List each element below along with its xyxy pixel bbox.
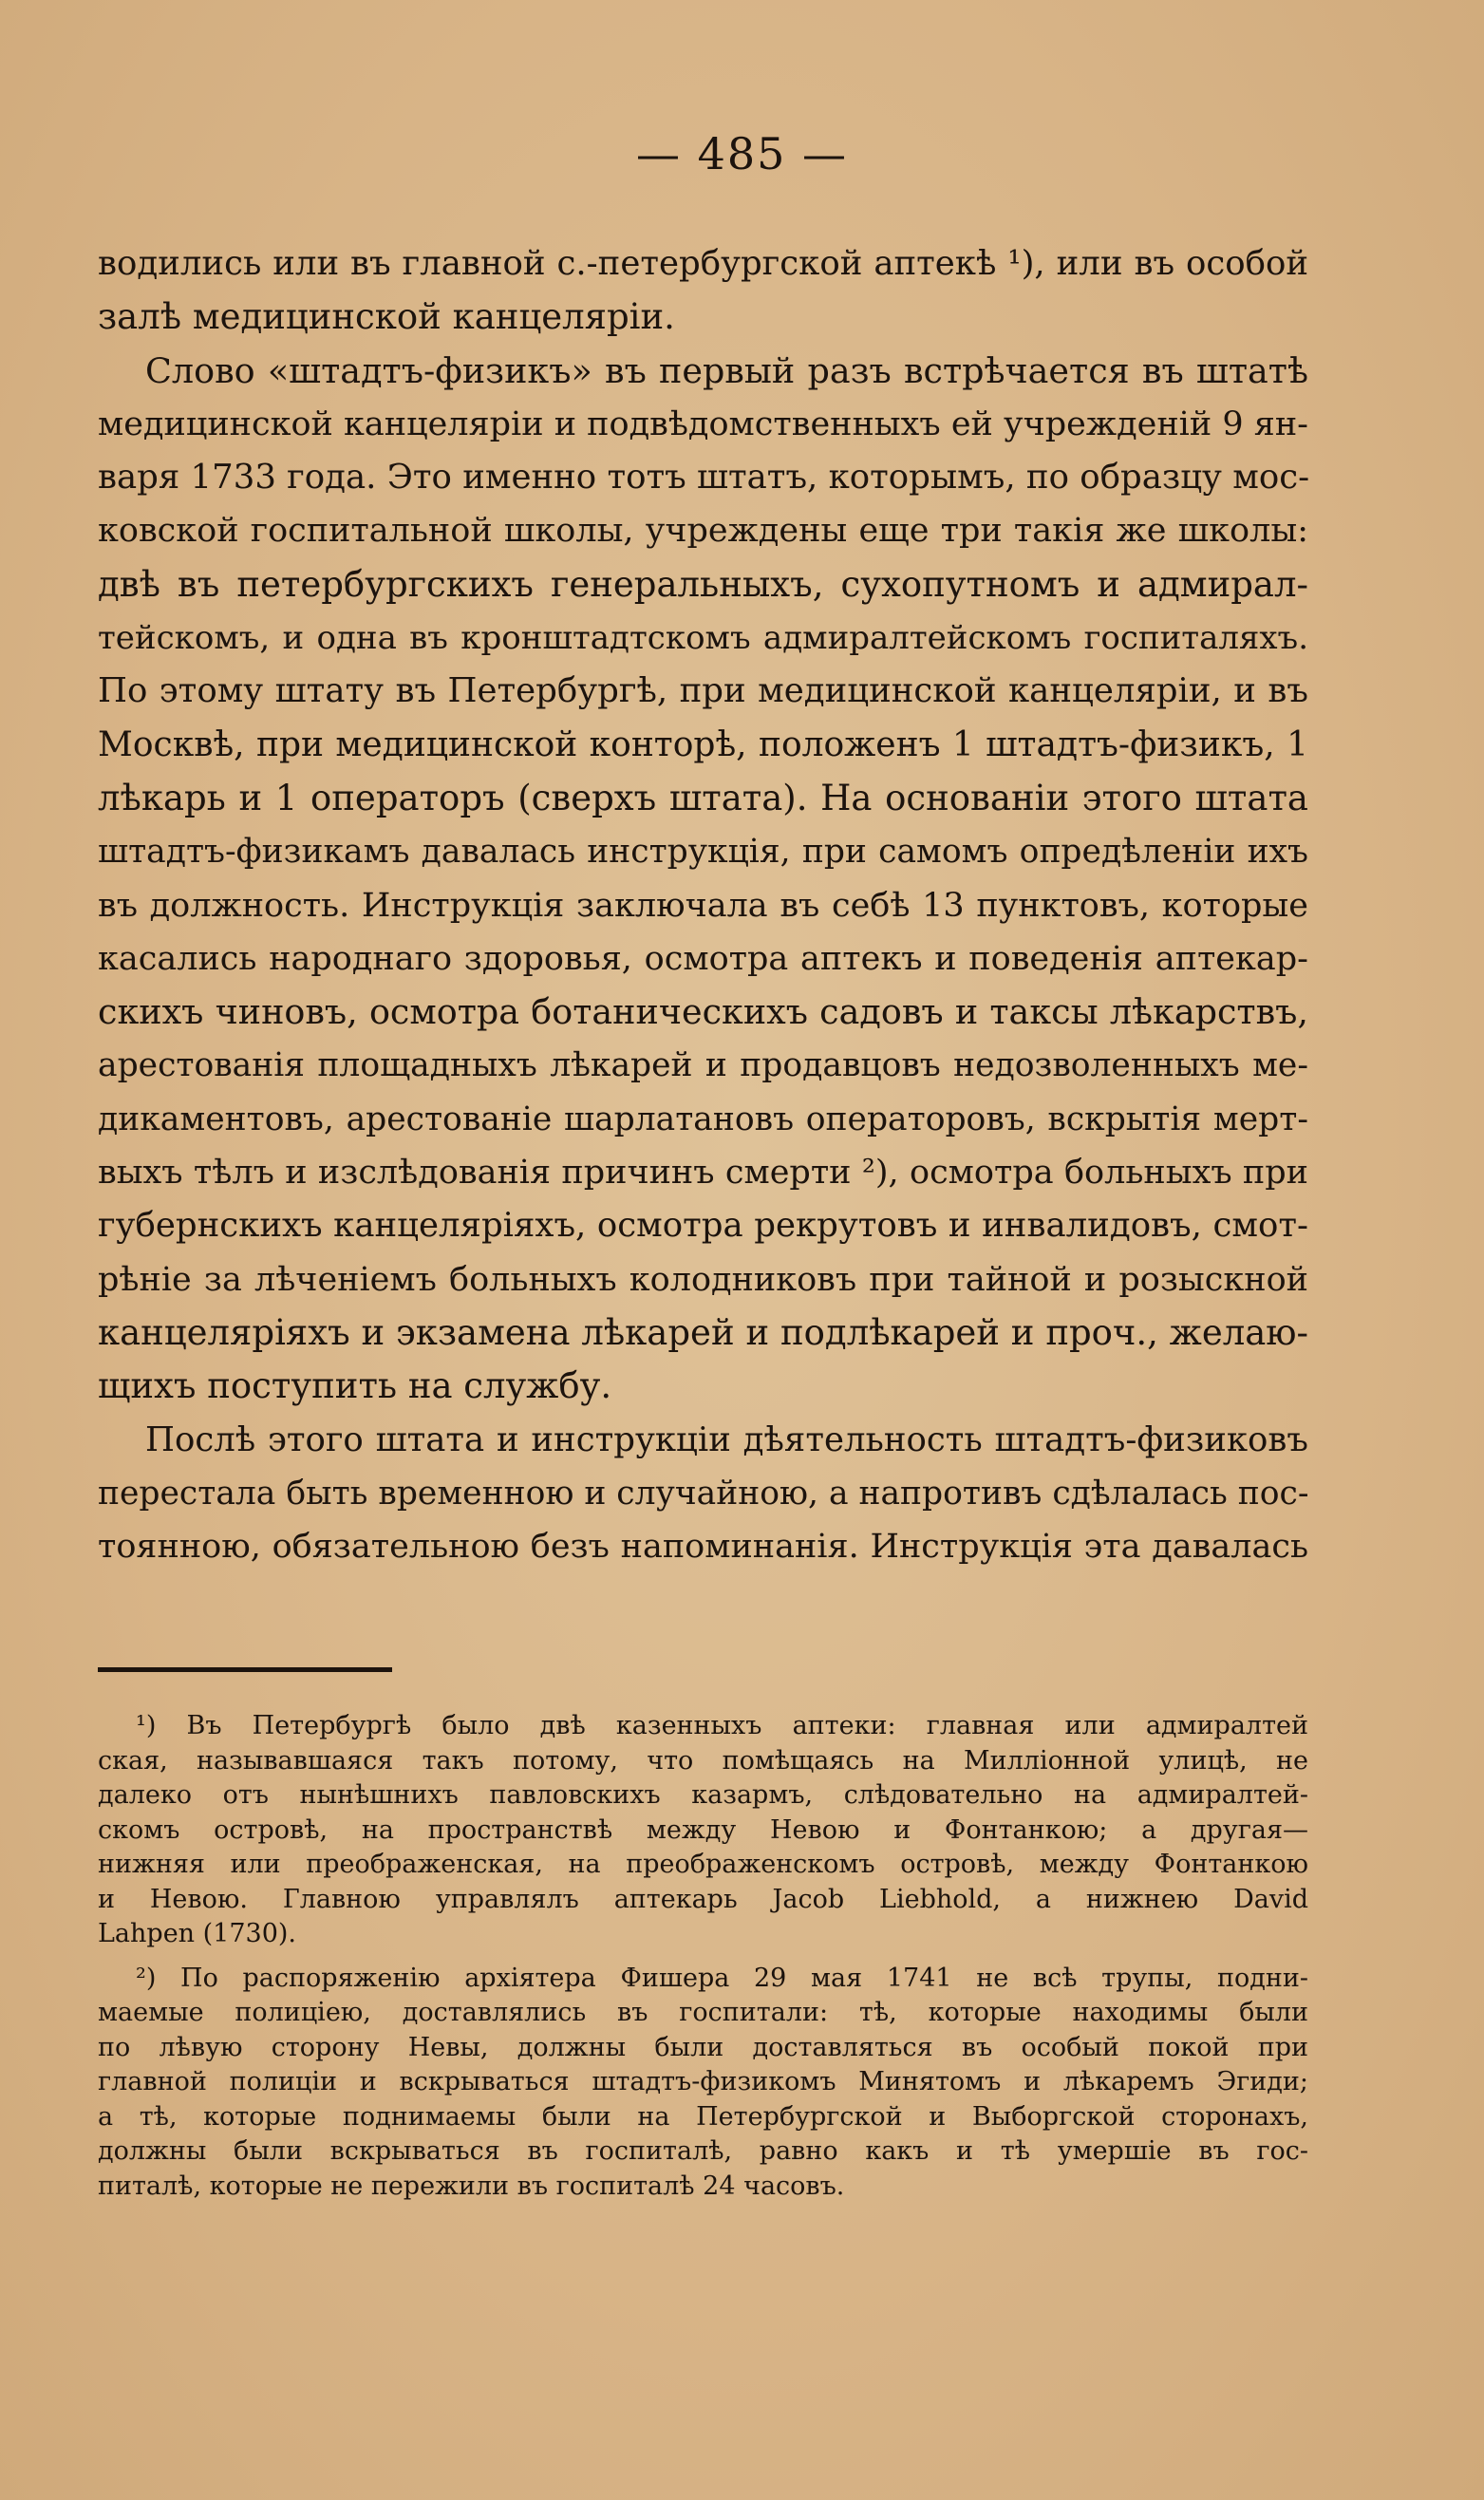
text-line: медицинской канцеляріи и подвѣдомственныхъ ей учрежденій 9 ян-: [98, 404, 1308, 443]
text-line: рѣніе за лѣченіемъ больныхъ колодниковъ при тайной и розыскной: [98, 1260, 1308, 1299]
footnotes: [98, 1709, 1308, 2204]
footnote-line: маемые полиціею, доставлялись въ госпитали: тѣ, которые находимы были: [98, 1998, 1308, 2027]
footnote-line: а тѣ, которые поднимаемы были на Петербургской и Выборгской сторонахъ,: [98, 2101, 1308, 2132]
text-line: Послѣ этого штата и инструкціи дѣятельность штадтъ-физиковъ: [145, 1419, 1308, 1459]
text-line: варя 1733 года. Это именно тотъ штатъ, которымъ, по образцу мос-: [98, 458, 1310, 498]
text-line: водились или въ главной с.-петербургской аптекѣ ¹), или въ особой: [98, 244, 1308, 283]
footnote-line: ¹) Въ Петербургѣ было двѣ казенныхъ аптеки: главная или адмиралтей: [136, 1711, 1308, 1740]
footnote-line: скомъ островѣ, на пространствѣ между Невою и Фонтанкою; а другая—: [98, 1814, 1308, 1845]
text-line: лѣкарь и 1 операторъ (сверхъ штата). На основаніи этого штата: [98, 777, 1308, 818]
footnote-line: ская, называвшаяся такъ потому, что помѣщаясь на Милліонной улицѣ, не: [98, 1745, 1308, 1776]
text-line: штадтъ-физикамъ давалась инструкція, при самомъ опредѣленіи ихъ: [98, 833, 1308, 872]
footnote-line: по лѣвую сторону Невы, должны были доставляться въ особый покой при: [98, 2032, 1308, 2062]
footnote-line: Lahpen (1730).: [98, 1919, 297, 1948]
text-line: дикаментовъ, арестованіе шарлатановъ операторовъ, вскрытія мерт-: [98, 1100, 1308, 1138]
text-line: тоянною, обязательною безъ напоминанія. Инструкція эта давалась: [98, 1528, 1308, 1567]
footnote-line: ²) По распоряженію архіятера Фишера 29 мая 1741 не всѣ трупы, подни-: [136, 1963, 1308, 1993]
footnote-line: и Невою. Главною управлялъ аптекарь Jacob Liebhold, а нижнею David: [98, 1884, 1308, 1914]
footnote-divider: [98, 1667, 392, 1672]
footnote-line: далеко отъ нынѣшнихъ павловскихъ казармъ, слѣдовательно на адмиралтей-: [98, 1780, 1308, 1810]
text-line: выхъ тѣлъ и изслѣдованія причинъ смерти ²), осмотра больныхъ при: [98, 1154, 1308, 1193]
text-line: Москвѣ, при медицинской конторѣ, положенъ 1 штадтъ-физикъ, 1: [98, 724, 1308, 764]
footnote-line: главной полиціи и вскрываться штадтъ-физикомъ Минятомъ и лѣкаремъ Эгиди;: [98, 2067, 1308, 2096]
footnote-line: должны были вскрываться въ госпиталѣ, равно какъ и тѣ умершіе въ гос-: [98, 2136, 1308, 2166]
footnote-line: питалѣ, которые не пережили въ госпиталѣ 24 часовъ.: [98, 2171, 845, 2201]
text-line: тейскомъ, и одна въ кронштадтскомъ адмиралтейскомъ госпиталяхъ.: [98, 619, 1308, 658]
text-line: залѣ медицинской канцеляріи.: [98, 296, 675, 338]
text-line: перестала быть временною и случайною, а напротивъ сдѣлалась пос-: [98, 1474, 1309, 1513]
text-line: Слово «штадтъ-физикъ» въ первый разъ встрѣчается въ штатѣ: [145, 349, 1308, 391]
text-line: канцеляріяхъ и экзамена лѣкарей и подлѣкарей и проч., желаю-: [98, 1311, 1308, 1353]
text-line: двѣ въ петербургскихъ генеральныхъ, сухопутномъ и адмирал-: [98, 563, 1308, 605]
text-line: арестованія площадныхъ лѣкарей и продавцовъ недозволенныхъ ме-: [98, 1046, 1308, 1085]
main-text: [98, 237, 1308, 1573]
page-number: — 485 —: [635, 128, 849, 179]
text-line: касались народнаго здоровья, осмотра аптекъ и поведенія аптекар-: [98, 939, 1308, 978]
text-line: По этому штату въ Петербургѣ, при медицинской канцеляріи, и въ: [98, 671, 1308, 711]
text-line: ковской госпитальной школы, учреждены еще три такія же школы:: [98, 512, 1308, 551]
text-line: скихъ чиновъ, осмотра ботаническихъ садовъ и таксы лѣкарствъ,: [98, 991, 1308, 1033]
footnote-line: нижняя или преображенская, на преображенскомъ островѣ, между Фонтанкою: [98, 1850, 1308, 1879]
text-line: въ должность. Инструкція заключала въ себѣ 13 пунктовъ, которые: [98, 886, 1308, 925]
text-line: щихъ поступить на службу.: [98, 1365, 612, 1407]
text-line: губернскихъ канцеляріяхъ, осмотра рекрутовъ и инвалидовъ, смот-: [98, 1206, 1308, 1246]
